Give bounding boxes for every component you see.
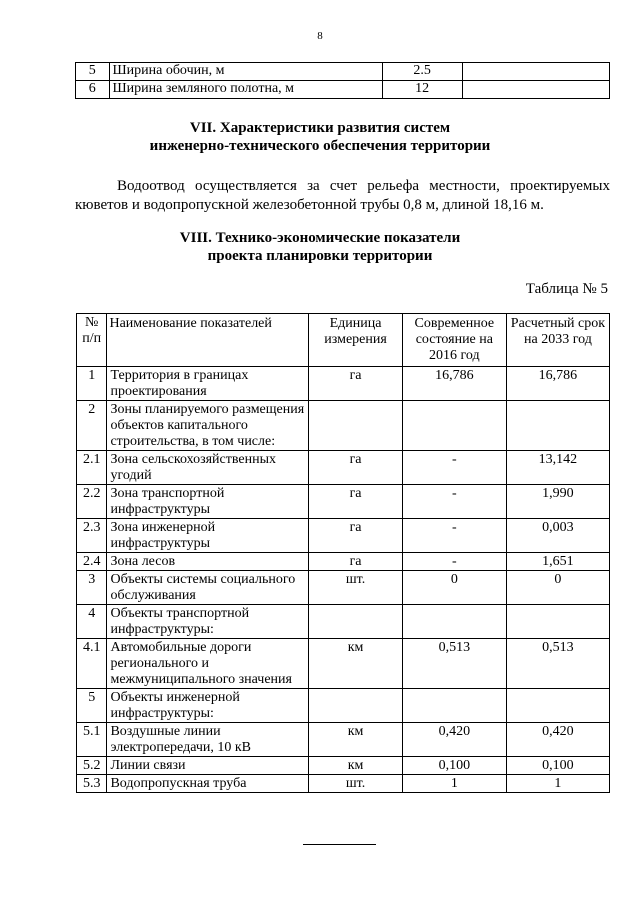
planned-value: 0 [506, 571, 609, 605]
current-value: 0 [402, 571, 506, 605]
table-row [77, 367, 610, 401]
parameter-value: 12 [382, 81, 462, 99]
end-of-page-rule [303, 844, 376, 845]
table-row [77, 451, 610, 485]
parameters-table-continuation [75, 62, 610, 99]
planned-value: 1 [506, 775, 609, 793]
unit-of-measure: га [309, 553, 403, 571]
unit-of-measure [309, 401, 403, 451]
row-number: 2 [77, 401, 107, 451]
planned-value: 1,651 [506, 553, 609, 571]
section-8-title-line-2: проекта планировки территории [207, 248, 433, 264]
unit-of-measure: шт. [309, 775, 403, 793]
planned-value: 0,513 [506, 639, 609, 689]
current-value: 16,786 [402, 367, 506, 401]
section-8-title-line-1: VIII. Технико-экономические показатели [179, 230, 461, 246]
row-number: 4.1 [77, 639, 107, 689]
table-row [77, 519, 610, 553]
section-7-title [0, 119, 640, 155]
unit-of-measure: шт. [309, 571, 403, 605]
unit-of-measure: га [309, 451, 403, 485]
unit-of-measure [309, 689, 403, 723]
table-row [77, 553, 610, 571]
row-number: 5 [77, 689, 107, 723]
indicator-name: Водопропускная труба [107, 775, 309, 793]
row-number: 5.3 [77, 775, 107, 793]
row-number: 4 [77, 605, 107, 639]
row-number: 2.2 [77, 485, 107, 519]
unit-of-measure: га [309, 367, 403, 401]
unit-of-measure [309, 605, 403, 639]
current-value [402, 401, 506, 451]
empty-cell [462, 81, 609, 99]
parameter-value: 2.5 [382, 63, 462, 81]
current-value: 0,420 [402, 723, 506, 757]
planned-value [506, 689, 609, 723]
section-8-title [0, 229, 640, 265]
section-7-title-line-1: VII. Характеристики развития систем [189, 120, 451, 136]
indicator-name: Территория в границах проектирования [107, 367, 309, 401]
table-row [77, 485, 610, 519]
technical-economic-indicators-table [76, 313, 610, 793]
indicator-name: Зона инженерной инфраструктуры [107, 519, 309, 553]
table-row [77, 775, 610, 793]
table-row [76, 81, 610, 99]
unit-of-measure: км [309, 639, 403, 689]
indicator-name: Линии связи [107, 757, 309, 775]
row-number: 5 [76, 63, 110, 81]
table-row [77, 605, 610, 639]
indicator-name: Зона сельскохозяйственных угодий [107, 451, 309, 485]
row-number: 2.4 [77, 553, 107, 571]
planned-value [506, 401, 609, 451]
planned-value: 1,990 [506, 485, 609, 519]
planned-value: 0,420 [506, 723, 609, 757]
row-number: 3 [77, 571, 107, 605]
current-value: - [402, 553, 506, 571]
indicator-name: Воздушные линии электропередачи, 10 кВ [107, 723, 309, 757]
current-value: 1 [402, 775, 506, 793]
unit-of-measure: га [309, 485, 403, 519]
current-value [402, 689, 506, 723]
current-value: 0,513 [402, 639, 506, 689]
current-value: - [402, 451, 506, 485]
current-value: 0,100 [402, 757, 506, 775]
table-row [77, 723, 610, 757]
planned-value: 16,786 [506, 367, 609, 401]
table-row [76, 63, 610, 81]
row-number: 1 [77, 367, 107, 401]
row-number: 5.2 [77, 757, 107, 775]
indicator-name: Объекты системы социального обслуживания [107, 571, 309, 605]
indicator-name: Зона транспортной инфраструктуры [107, 485, 309, 519]
header-indicator-name: Наименование показателей [107, 314, 309, 367]
indicator-name: Зоны планируемого размещения объектов капитального строительства, в том числе: [107, 401, 309, 451]
unit-of-measure: га [309, 519, 403, 553]
parameter-name: Ширина земляного полотна, м [109, 81, 382, 99]
planned-value: 0,100 [506, 757, 609, 775]
table-row [77, 571, 610, 605]
table-header-row [77, 314, 610, 367]
planned-value: 13,142 [506, 451, 609, 485]
indicator-name: Объекты транспортной инфраструктуры: [107, 605, 309, 639]
drainage-paragraph: Водоотвод осуществляется за счет рельефа местности, проектируемых кюветов и водопропускной железобетонной трубы 0,8 м, длиной 18,16 м. [75, 178, 610, 213]
row-number: 2.1 [77, 451, 107, 485]
table-row [77, 757, 610, 775]
unit-of-measure: км [309, 723, 403, 757]
indicator-name: Автомобильные дороги регионального и межмуниципального значения [107, 639, 309, 689]
planned-value [506, 605, 609, 639]
empty-cell [462, 63, 609, 81]
table-caption: Таблица № 5 [525, 281, 608, 297]
header-unit: Единица измерения [309, 314, 403, 367]
section-7-title-line-2: инженерно-технического обеспечения территории [149, 138, 491, 154]
row-number: 6 [76, 81, 110, 99]
header-number: № п/п [77, 314, 107, 367]
current-value: - [402, 485, 506, 519]
indicator-name: Объекты инженерной инфраструктуры: [107, 689, 309, 723]
header-planned-term: Расчетный срок на 2033 год [506, 314, 609, 367]
row-number: 2.3 [77, 519, 107, 553]
row-number: 5.1 [77, 723, 107, 757]
unit-of-measure: км [309, 757, 403, 775]
page-number: 8 [317, 30, 323, 42]
current-value: - [402, 519, 506, 553]
table-row [77, 401, 610, 451]
header-current-state: Современное состояние на 2016 год [402, 314, 506, 367]
table-row [77, 639, 610, 689]
planned-value: 0,003 [506, 519, 609, 553]
table-row [77, 689, 610, 723]
indicator-name: Зона лесов [107, 553, 309, 571]
current-value [402, 605, 506, 639]
parameter-name: Ширина обочин, м [109, 63, 382, 81]
